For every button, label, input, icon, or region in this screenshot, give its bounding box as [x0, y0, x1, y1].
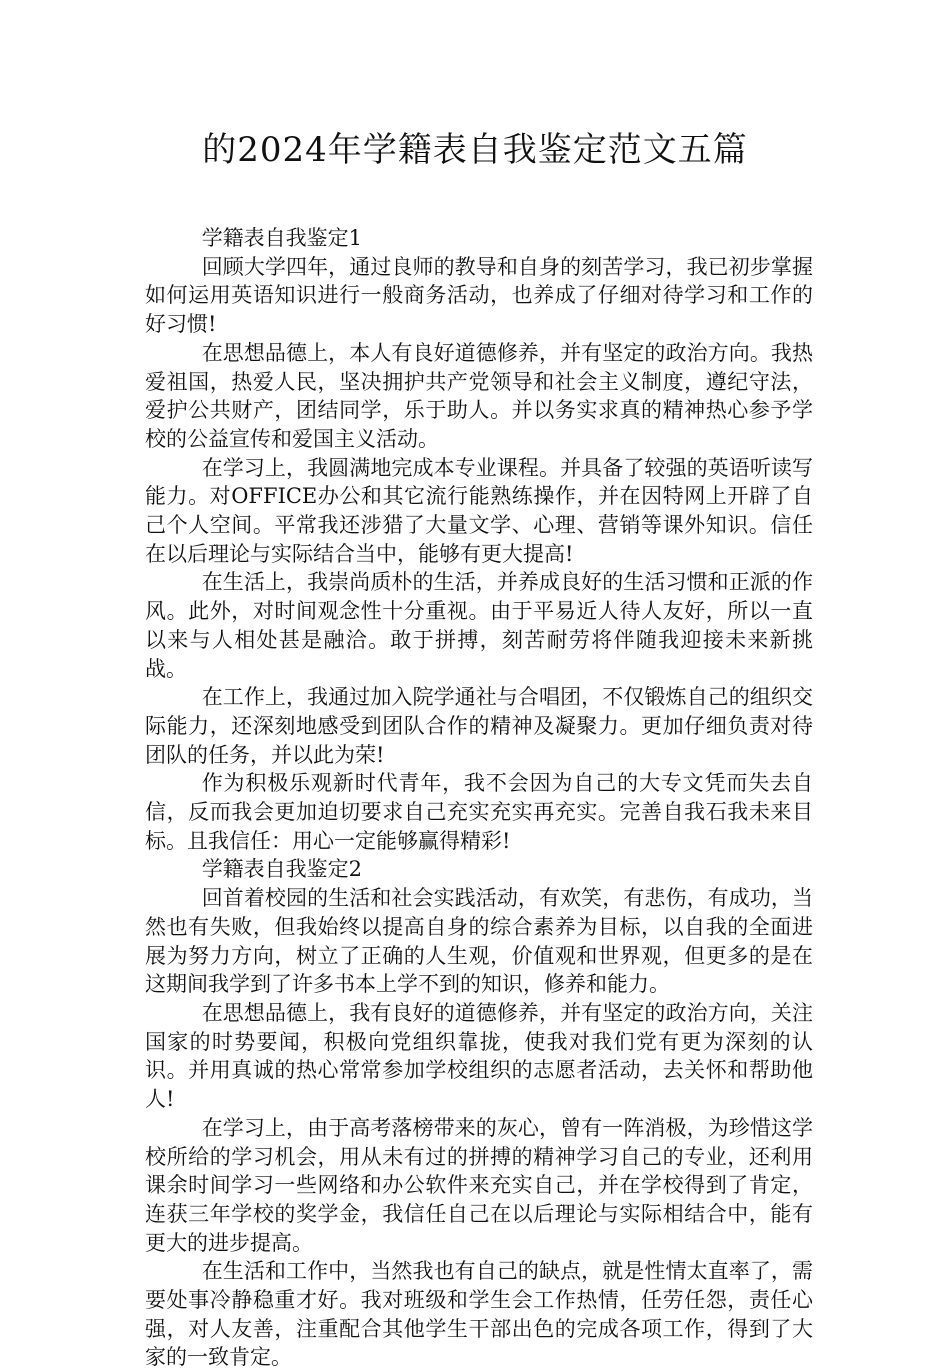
- paragraph: 在生活和工作中，当然我也有自己的缺点，就是性情太直率了，需要处事冷静稳重才好。我对班级和学生会工作热情，任劳任怨，责任心强，对人友善，注重配合其他学生干部出色的完成各项工作，得到了大家的一致肯定。: [145, 1259, 813, 1370]
- paragraph: 在工作上，我通过加入院学通社与合唱团，不仅锻炼自己的组织交际能力，还深刻地感受到团队合作的精神及凝聚力。更加仔细负责对待团队的任务，并以此为荣!: [145, 685, 813, 767]
- section-1: [145, 224, 813, 855]
- paragraph: 在思想品德上，本人有良好道德修养，并有坚定的政治方向。我热爱祖国，热爱人民，坚决拥护共产党领导和社会主义制度，遵纪守法，爱护公共财产，团结同学，乐于助人。并以务实求真的精神热心参予学校的公益宣传和爱国主义活动。: [145, 340, 813, 451]
- paragraph: 作为积极乐观新时代青年，我不会因为自己的大专文凭而失去自信，反而我会更加迫切要求自己充实充实再充实。完善自我石我未来目标。且我信任：用心一定能够赢得精彩!: [145, 771, 813, 853]
- paragraph: 在学习上，我圆满地完成本专业课程。并具备了较强的英语听读写能力。对OFFICE办公和其它流行能熟练操作，并在因特网上开辟了自己个人空间。平常我还涉猎了大量文学、心理、营销等课外知识。信任在以后理论与实际结合当中，能够有更大提高!: [145, 455, 813, 566]
- section-heading: 学籍表自我鉴定1: [201, 226, 363, 250]
- document-title: 的2024年学籍表自我鉴定范文五篇: [202, 130, 748, 170]
- section-heading: 学籍表自我鉴定2: [201, 857, 363, 882]
- paragraph: 在生活上，我崇尚质朴的生活，并养成良好的生活习惯和正派的作风。此外，对时间观念性十分重视。由于平易近人待人友好，所以一直以来与人相处甚是融洽。敢于拼搏，刻苦耐劳将伴随我迎接未来新挑战。: [145, 570, 813, 681]
- paragraph: 回首着校园的生活和社会实践活动，有欢笑，有悲伤，有成功，当然也有失败，但我始终以提高自身的综合素养为目标，以自我的全面进展为努力方向，树立了正确的人生观，价值观和世界观，但更多的是在这期间我学到了许多书本上学不到的知识，修养和能力。: [145, 886, 813, 997]
- paragraph: 在思想品德上，我有良好的道德修养，并有坚定的政治方向，关注国家的时势要闻，积极向党组织靠拢，使我对我们党有更为深刻的认识。并用真诚的热心常常参加学校组织的志愿者活动，去关怀和帮助他人!: [145, 1000, 813, 1112]
- document-body: [145, 224, 813, 1372]
- section-2: [145, 855, 813, 1372]
- paragraph: 回顾大学四年，通过良师的教导和自身的刻苦学习，我已初步掌握如何运用英语知识进行一般商务活动，也养成了仔细对待学习和工作的好习惯!: [145, 254, 813, 337]
- paragraph: 在学习上，由于高考落榜带来的灰心，曾有一阵消极，为珍惜这学校所给的学习机会，用从未有过的拼搏的精神学习自己的专业，还利用课余时间学习一些网络和办公软件来充实自己，并在学校得到了肯定，连获三年学校的奖学金，我信任自己在以后理论与实际相结合中，能有更大的进步提高。: [145, 1115, 813, 1255]
